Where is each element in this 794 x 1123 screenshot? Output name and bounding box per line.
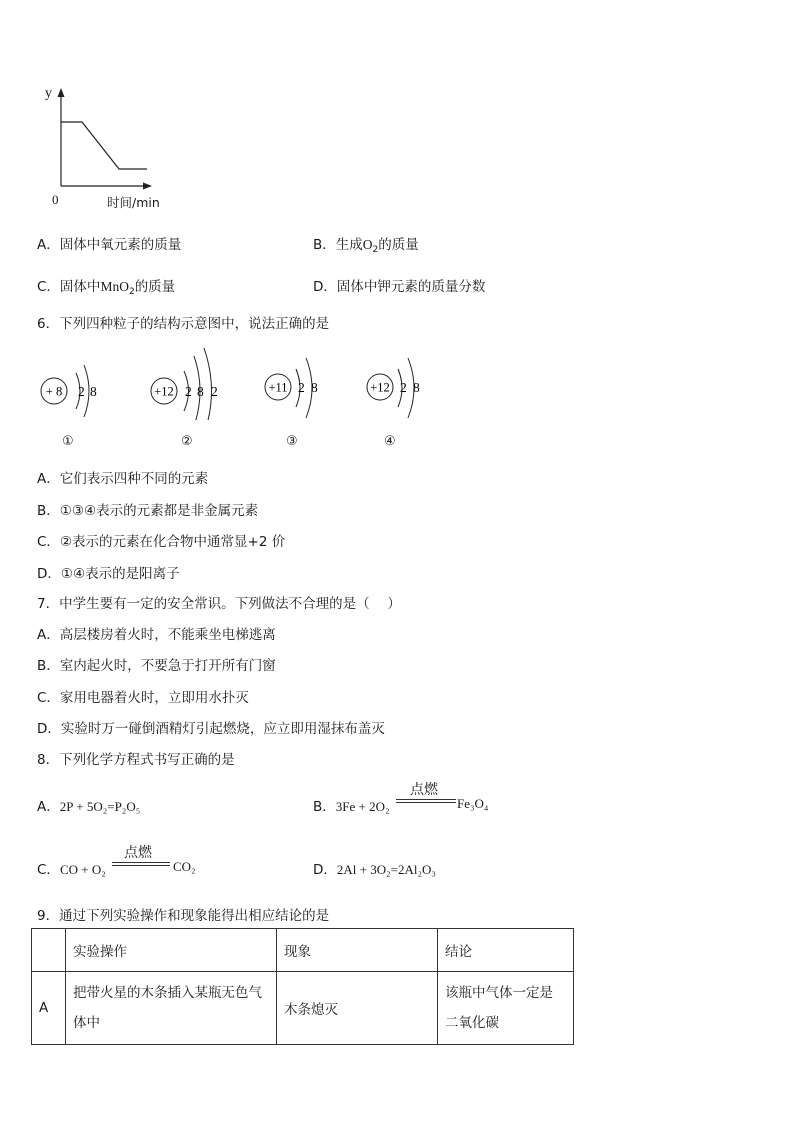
header-cell	[32, 929, 66, 972]
shell-electrons: 8	[90, 384, 97, 399]
shell-electrons: 8	[413, 380, 420, 395]
q8-c-reaction-arrow	[112, 862, 170, 866]
q7-option-c: C．家用电器着火时，立即用水扑灭	[37, 690, 249, 706]
operation-line: 体中	[73, 1015, 100, 1031]
particle-label-4: ④	[384, 434, 396, 449]
atom-diagram-1	[38, 340, 148, 420]
q9-table	[31, 928, 574, 1045]
shell-electrons: 2	[298, 380, 305, 395]
q5-option-d: D．固体中钾元素的质量分数	[313, 279, 486, 295]
q8-b-reaction-arrow	[396, 799, 456, 803]
nucleus-charge: +12	[154, 384, 174, 399]
table-row	[32, 972, 574, 1045]
q8-option-c: C．CO + O₂	[37, 862, 106, 878]
q8-b-condition: 点燃	[410, 782, 438, 798]
q5-option-b: B．生成$O_2$的质量	[313, 237, 419, 255]
shell-arc	[84, 365, 89, 417]
shell-electrons: 2	[78, 384, 85, 399]
q5-option-a: A．固体中氧元素的质量	[37, 237, 182, 253]
header-cell: 现象	[277, 929, 438, 972]
header-cell: 实验操作	[66, 929, 277, 972]
q7-option-a: A．高层楼房着火时，不能乘坐电梯逃离	[37, 627, 276, 643]
atom-diagram-3	[262, 340, 372, 420]
table-header-row	[32, 929, 574, 972]
q8-option-a: A．2P + 5O₂=P₂O₅	[37, 799, 141, 815]
q8-b-product: Fe₃O₄	[457, 796, 489, 811]
atom-diagram-2	[148, 340, 258, 420]
q7-stem: 7．中学生要有一定的安全常识。下列做法不合理的是（ ）	[37, 596, 401, 612]
operation-cell	[66, 972, 277, 1045]
q8-c-product: CO₂	[173, 859, 196, 874]
q6-option-b: B．①③④表示的元素都是非金属元素	[37, 503, 259, 519]
shell-electrons: 2	[211, 384, 218, 399]
phenomenon-cell: 木条熄灭	[277, 972, 438, 1045]
y-axis-label: y	[45, 86, 52, 101]
operation-line: 把带火星的木条插入某瓶无色气	[73, 985, 262, 1001]
particle-label-2: ②	[181, 434, 193, 449]
shell-electrons: 8	[311, 380, 318, 395]
x-axis-label: 时间/min	[107, 195, 160, 210]
q8-stem: 8．下列化学方程式书写正确的是	[37, 752, 235, 768]
q8-option-d: D．2Al + 3O₂=2Al₂O₃	[313, 862, 436, 878]
shell-electrons: 2	[185, 384, 192, 399]
q9-stem: 9．通过下列实验操作和现象能得出相应结论的是	[37, 908, 330, 924]
q8-option-b: B．3Fe + 2O₂	[313, 799, 390, 815]
q5-option-c: C．固体中MnO$_2$的质量	[37, 279, 176, 297]
row-id-cell: A	[32, 972, 66, 1045]
y-axis-arrow	[58, 88, 65, 97]
origin-label: 0	[52, 192, 59, 207]
shell-electrons: 8	[197, 384, 204, 399]
q7-option-b: B．室内起火时，不要急于打开所有门窗	[37, 658, 276, 674]
shell-electrons: 2	[400, 380, 407, 395]
header-cell: 结论	[438, 929, 574, 972]
nucleus-charge: + 8	[45, 384, 63, 399]
nucleus-charge: +11	[268, 380, 288, 395]
q7-option-d: D．实验时万一碰倒酒精灯引起燃烧，应立即用湿抹布盖灭	[37, 721, 385, 737]
q6-option-c: C．②表示的元素在化合物中通常显+2 价	[37, 534, 286, 550]
particle-label-3: ③	[286, 434, 298, 449]
q6-option-a: A．它们表示四种不同的元素	[37, 471, 209, 487]
conclusion-line: 二氧化碳	[445, 1015, 499, 1031]
nucleus-charge: +12	[370, 380, 390, 395]
conclusion-line: 该瓶中气体一定是	[445, 985, 553, 1001]
q6-stem: 6．下列四种粒子的结构示意图中，说法正确的是	[37, 316, 330, 332]
q8-c-condition: 点燃	[124, 845, 152, 861]
particle-label-1: ①	[62, 434, 74, 449]
conclusion-cell	[438, 972, 574, 1045]
data-line	[61, 122, 147, 169]
atom-diagram-4	[364, 340, 474, 420]
x-axis-arrow	[143, 183, 152, 190]
q6-option-d: D．①④表示的是阳离子	[37, 566, 180, 582]
